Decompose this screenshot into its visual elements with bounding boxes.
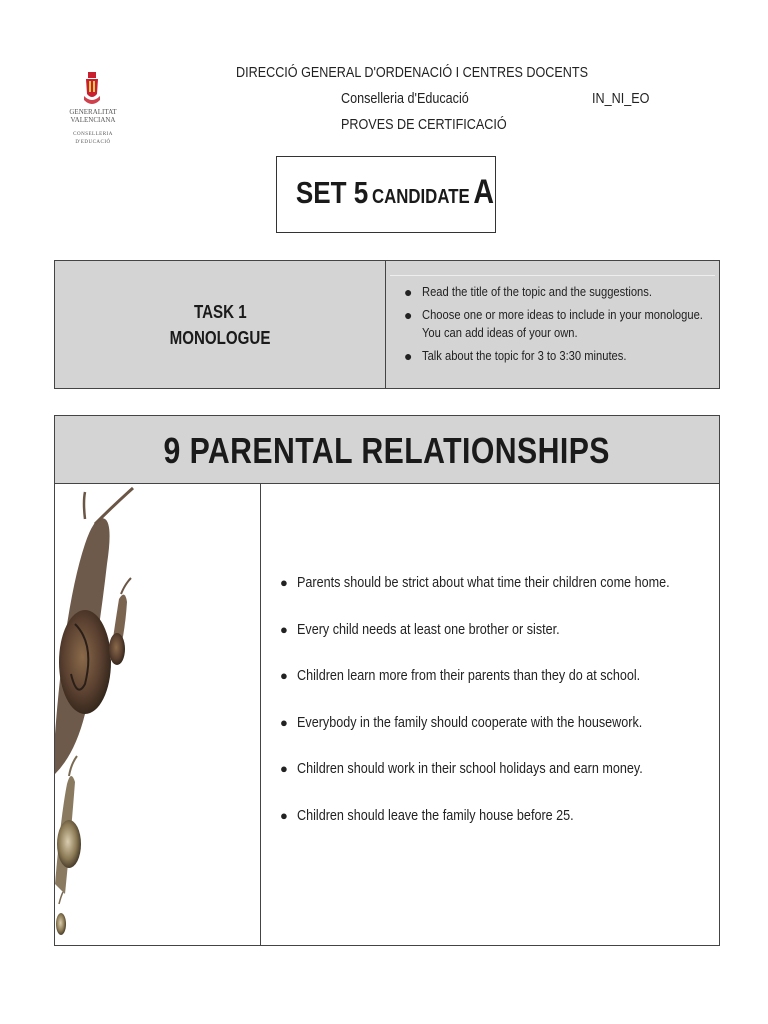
suggestion-list bbox=[280, 574, 700, 853]
instruction-item: ● Choose one or more ideas to include in your monologue. You can add ideas of your own. bbox=[404, 307, 703, 340]
bullet-icon: ● bbox=[280, 621, 288, 637]
task-number: TASK 1 bbox=[193, 302, 247, 322]
logo-text-3: CONSELLERIA D'EDUCACIÓ bbox=[73, 132, 113, 145]
divider bbox=[390, 275, 715, 276]
task-type: MONOLOGUE bbox=[169, 328, 271, 348]
bullet-icon: ● bbox=[280, 807, 288, 823]
header-conselleria: Conselleria d'Educació bbox=[341, 90, 469, 107]
task-title-cell bbox=[55, 261, 386, 388]
generalitat-logo bbox=[56, 70, 130, 145]
suggestion-item: ● Every child needs at least one brother or sister. bbox=[280, 620, 560, 638]
instruction-list bbox=[404, 283, 704, 370]
document-code: IN_NI_EO bbox=[592, 90, 650, 107]
set-label: SET 5 bbox=[295, 175, 369, 210]
bullet-icon: ● bbox=[280, 575, 288, 590]
snail-illustration bbox=[55, 484, 261, 945]
bullet-icon: ● bbox=[404, 284, 413, 300]
bullet-icon: ● bbox=[280, 714, 288, 730]
bullet-icon: ● bbox=[280, 761, 288, 776]
task-table bbox=[54, 260, 720, 389]
topic-title: 9 PARENTAL RELATIONSHIPS bbox=[163, 430, 611, 471]
logo-text-1: GENERALITAT bbox=[69, 108, 117, 116]
header-directorate: DIRECCIÓ GENERAL D'ORDENACIÓ I CENTRES DOCENTS bbox=[236, 64, 588, 81]
set-candidate-box bbox=[276, 156, 496, 233]
task-instructions-cell bbox=[386, 261, 719, 388]
snail-image bbox=[55, 484, 260, 945]
logo-text-2: VALENCIANA bbox=[70, 116, 116, 124]
suggestion-item: ● Children should leave the family house before 25. bbox=[280, 806, 574, 824]
candidate-label: CANDIDATE bbox=[371, 186, 470, 208]
bullet-icon: ● bbox=[404, 348, 413, 364]
suggestion-item: ● Everybody in the family should cooperate with the housework. bbox=[280, 713, 643, 731]
candidate-letter: A bbox=[473, 173, 495, 211]
suggestion-item: ● Parents should be strict about what time their children come home. bbox=[280, 574, 670, 591]
header-proves: PROVES DE CERTIFICACIÓ bbox=[341, 116, 507, 133]
suggestion-item: ● Children learn more from their parents than they do at school. bbox=[280, 667, 641, 684]
instruction-item: ● Read the title of the topic and the suggestions. bbox=[404, 284, 652, 300]
topic-table bbox=[54, 415, 720, 946]
bullet-icon: ● bbox=[404, 307, 413, 323]
instruction-item: ● Talk about the topic for 3 to 3:30 minutes. bbox=[404, 348, 627, 364]
suggestion-item: ● Children should work in their school holidays and earn money. bbox=[280, 760, 643, 777]
bullet-icon: ● bbox=[280, 668, 288, 683]
topic-header bbox=[55, 416, 719, 484]
